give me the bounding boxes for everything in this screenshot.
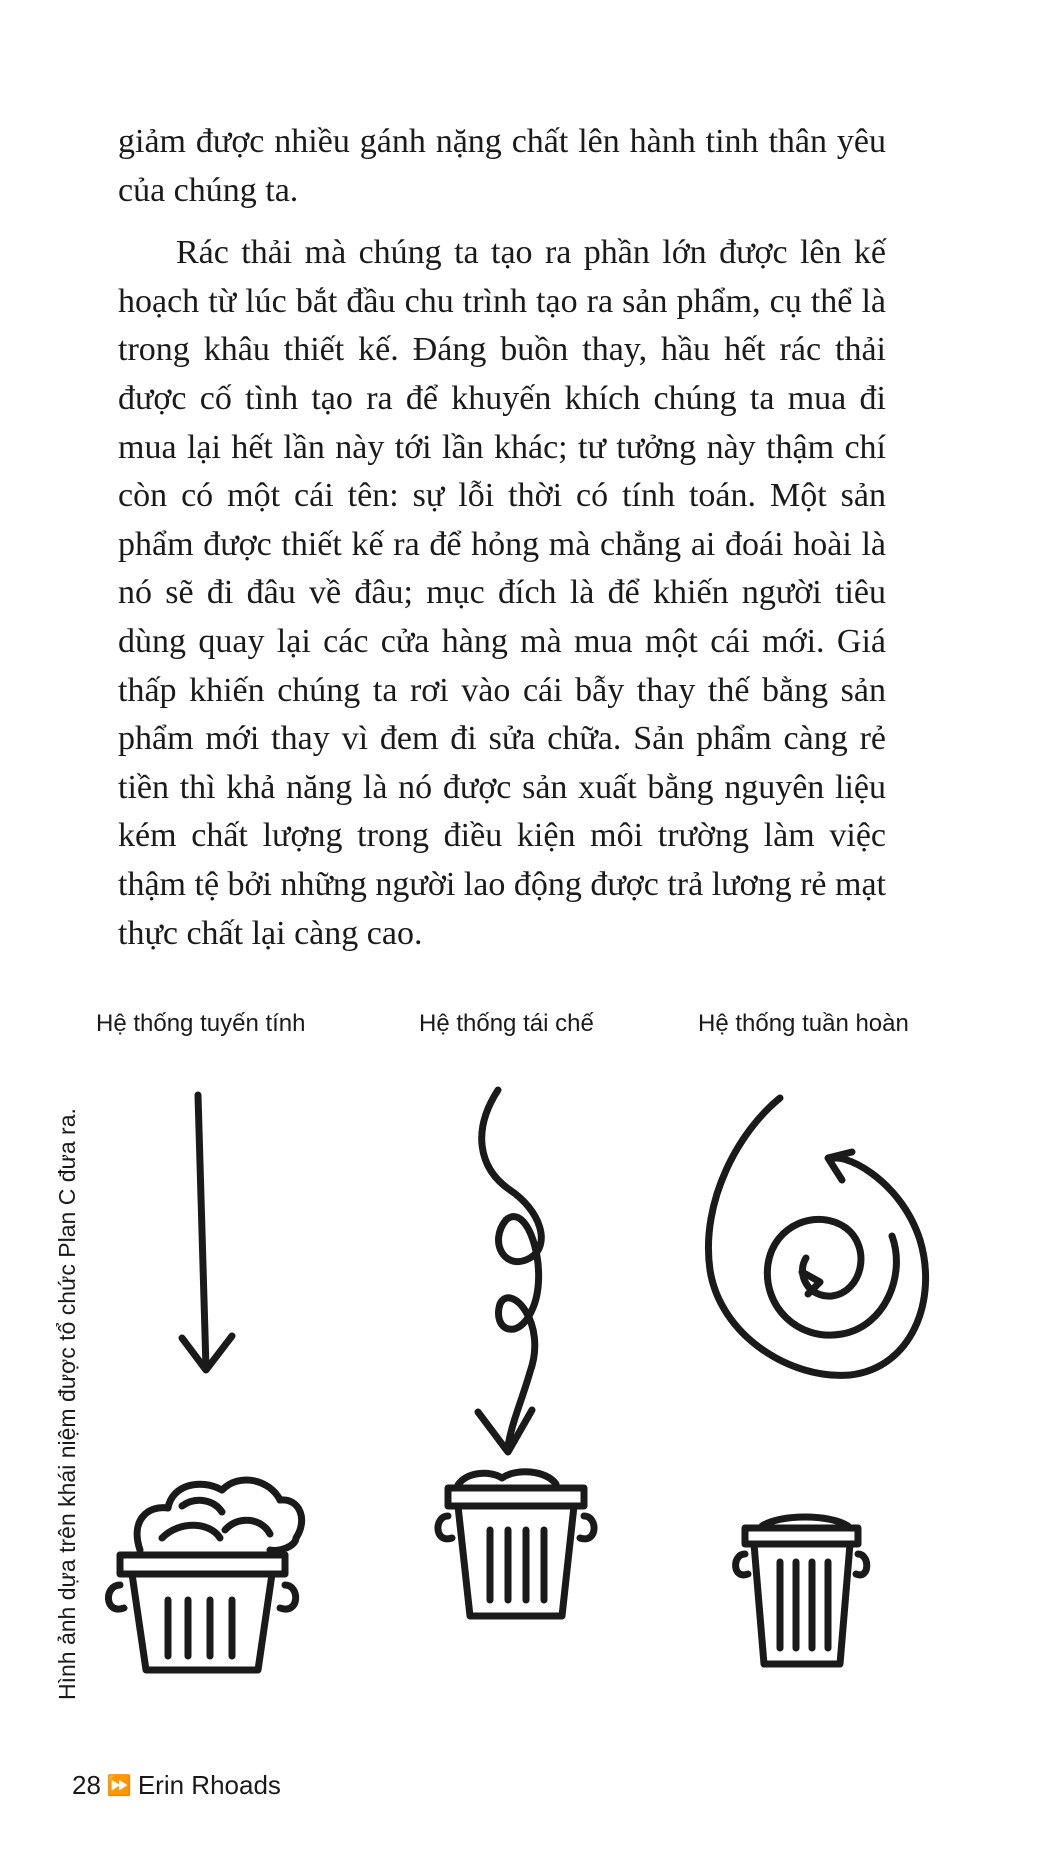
circular-spiral-arrow bbox=[708, 1098, 925, 1375]
page-footer bbox=[72, 1770, 281, 1801]
author-name: Erin Rhoads bbox=[137, 1770, 281, 1800]
paragraph-1: giảm được nhiều gánh nặng chất lên hành tinh thân yêu của chúng ta. bbox=[118, 123, 886, 209]
trash-can-small-icon bbox=[736, 1517, 867, 1664]
image-credit-caption: Hình ảnh dựa trên khái niệm được tổ chức Plan C đưa ra. bbox=[54, 1108, 80, 1700]
recycle-loop-arrow bbox=[478, 1090, 541, 1452]
paragraph-2: Rác thải mà chúng ta tạo ra phần lớn được lên kế hoạch từ lúc bắt đầu chu trình tạo ra sản phẩm, cụ thể là trong khâu thiết kế. Đáng buồn thay, hầu hết rác thải được cố tình tạo ra để khuyến khích chúng ta mua đi mua lại hết lần này tới lần khác; tư tưởng này thậm chí còn có một cái tên: sự lỗi thời có tính toán. Một sản phẩm được thiết kế ra để hỏng mà chẳng ai đoái hoài là nó sẽ đi đâu về đâu; mục đích là để khiến người tiêu dùng quay lại các cửa hàng mà mua một cái mới. Giá thấp khiến chúng ta rơi vào cái bẫy thay thế bằng sản phẩm mới thay vì đem đi sửa chữa. Sản phẩm càng rẻ tiền thì khả năng là nó được sản xuất bằng nguyên liệu kém chất lượng trong điều kiện môi trường làm việc thậm tệ bởi những người lao động được trả lương rẻ mạt thực chất lại càng cao. bbox=[118, 234, 886, 952]
trash-can-overflowing-icon bbox=[108, 1480, 301, 1670]
double-arrow-icon: ⏩ bbox=[106, 1775, 132, 1797]
label-recycling-system: Hệ thống tái chế bbox=[419, 1010, 594, 1037]
trash-can-partial-icon bbox=[438, 1472, 594, 1616]
linear-arrow bbox=[182, 1095, 232, 1370]
page-number: 28 bbox=[72, 1770, 101, 1800]
body-text bbox=[118, 118, 886, 958]
label-circular-system: Hệ thống tuần hoàn bbox=[698, 1010, 909, 1037]
waste-systems-illustration bbox=[0, 1060, 1052, 1680]
label-linear-system: Hệ thống tuyến tính bbox=[96, 1010, 306, 1037]
